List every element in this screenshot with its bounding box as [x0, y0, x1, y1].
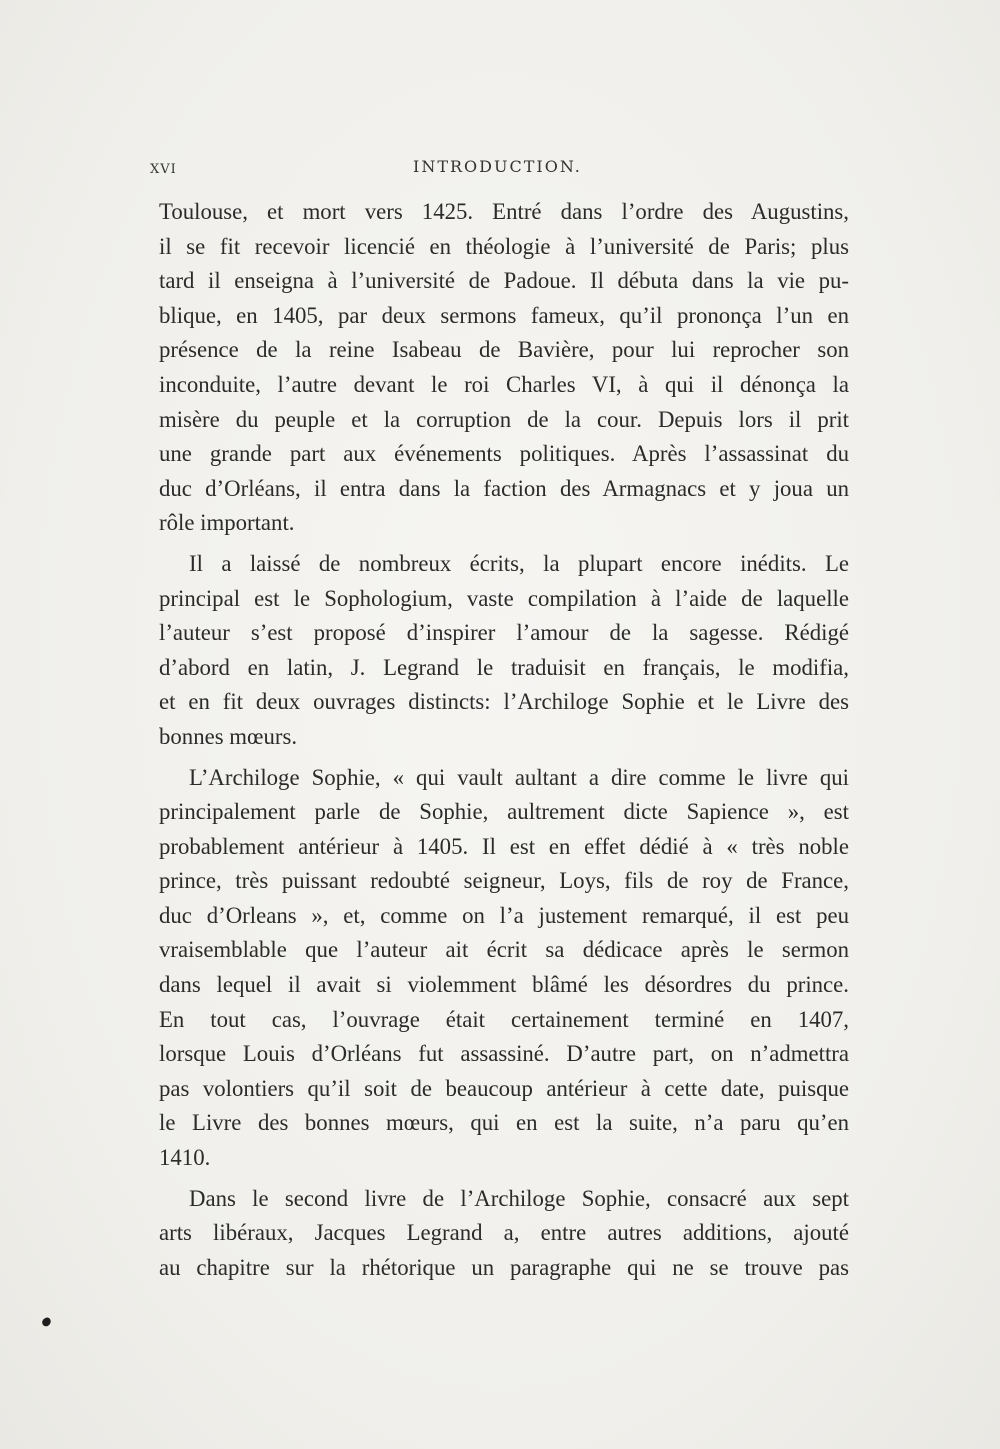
- text-line: principal est le Sophologium, vaste compilation à l’aide de laquelle: [159, 585, 849, 611]
- text-line: Il a laissé de nombreux écrits, la plupart encore inédits. Le: [189, 550, 849, 576]
- text-line: et en fit deux ouvrages distincts: l’Archiloge Sophie et le Livre des: [159, 689, 849, 715]
- page-number: XVI: [150, 162, 177, 177]
- text-line: inconduite, l’autre devant le roi Charles VI, à qui il dénonça la: [159, 371, 849, 397]
- text-line: prince, très puissant redoubté seigneur, Loys, fils de roy de France,: [159, 868, 849, 894]
- text-line: le Livre des bonnes mœurs, qui en est la suite, n’a paru qu’en: [159, 1110, 849, 1136]
- text-line: misère du peuple et la corruption de la cour. Depuis lors il prit: [159, 406, 849, 432]
- text-line: tard il enseigna à l’université de Padoue. Il débuta dans la vie pu-: [159, 268, 849, 294]
- text-line: lorsque Louis d’Orléans fut assassiné. D’autre part, on n’admettra: [159, 1041, 849, 1067]
- text-line: il se fit recevoir licencié en théologie à l’université de Paris; plus: [159, 233, 849, 259]
- running-title: INTRODUCTION.: [413, 157, 582, 176]
- running-head: [150, 157, 850, 179]
- text-line: l’auteur s’est proposé d’inspirer l’amour de la sagesse. Rédigé: [159, 620, 849, 646]
- text-line: principalement parle de Sophie, aultrement dicte Sapience », est: [159, 799, 849, 825]
- text-line: probablement antérieur à 1405. Il est en effet dédié à « très noble: [159, 833, 849, 859]
- text-line: Dans le second livre de l’Archiloge Sophie, consacré aux sept: [189, 1185, 849, 1211]
- text-line: bonnes mœurs.: [159, 723, 298, 749]
- text-line: duc d’Orléans, il entra dans la faction des Armagnacs et y joua un: [159, 475, 849, 501]
- text-line: 1410.: [159, 1145, 211, 1171]
- text-line: d’abord en latin, J. Legrand le traduisit en français, le modifia,: [159, 654, 849, 680]
- ink-spot: [41, 1316, 53, 1327]
- text-line: L’Archiloge Sophie, « qui vault aultant a dire comme le livre qui: [189, 764, 849, 790]
- body-text: [159, 195, 849, 1285]
- text-line: rôle important.: [159, 510, 295, 536]
- text-line: pas volontiers qu’il soit de beaucoup antérieur à cette date, puisque: [159, 1075, 849, 1101]
- text-line: arts libéraux, Jacques Legrand a, entre autres additions, ajouté: [159, 1220, 849, 1246]
- text-line: vraisemblable que l’auteur ait écrit sa dédicace après le sermon: [159, 937, 849, 963]
- text-line: au chapitre sur la rhétorique un paragraphe qui ne se trouve pas: [159, 1254, 849, 1280]
- text-line: duc d’Orleans », et, comme on l’a justement remarqué, il est peu: [159, 902, 849, 928]
- text-line: dans lequel il avait si violemment blâmé les désordres du prince.: [159, 972, 849, 998]
- text-line: présence de la reine Isabeau de Bavière, pour lui reprocher son: [159, 337, 849, 363]
- text-line: En tout cas, l’ouvrage était certainement terminé en 1407,: [159, 1006, 849, 1032]
- text-line: blique, en 1405, par deux sermons fameux, qu’il prononça l’un en: [159, 302, 849, 328]
- text-line: une grande part aux événements politiques. Après l’assassinat du: [159, 441, 849, 467]
- text-line: Toulouse, et mort vers 1425. Entré dans l’ordre des Augustins,: [159, 199, 849, 224]
